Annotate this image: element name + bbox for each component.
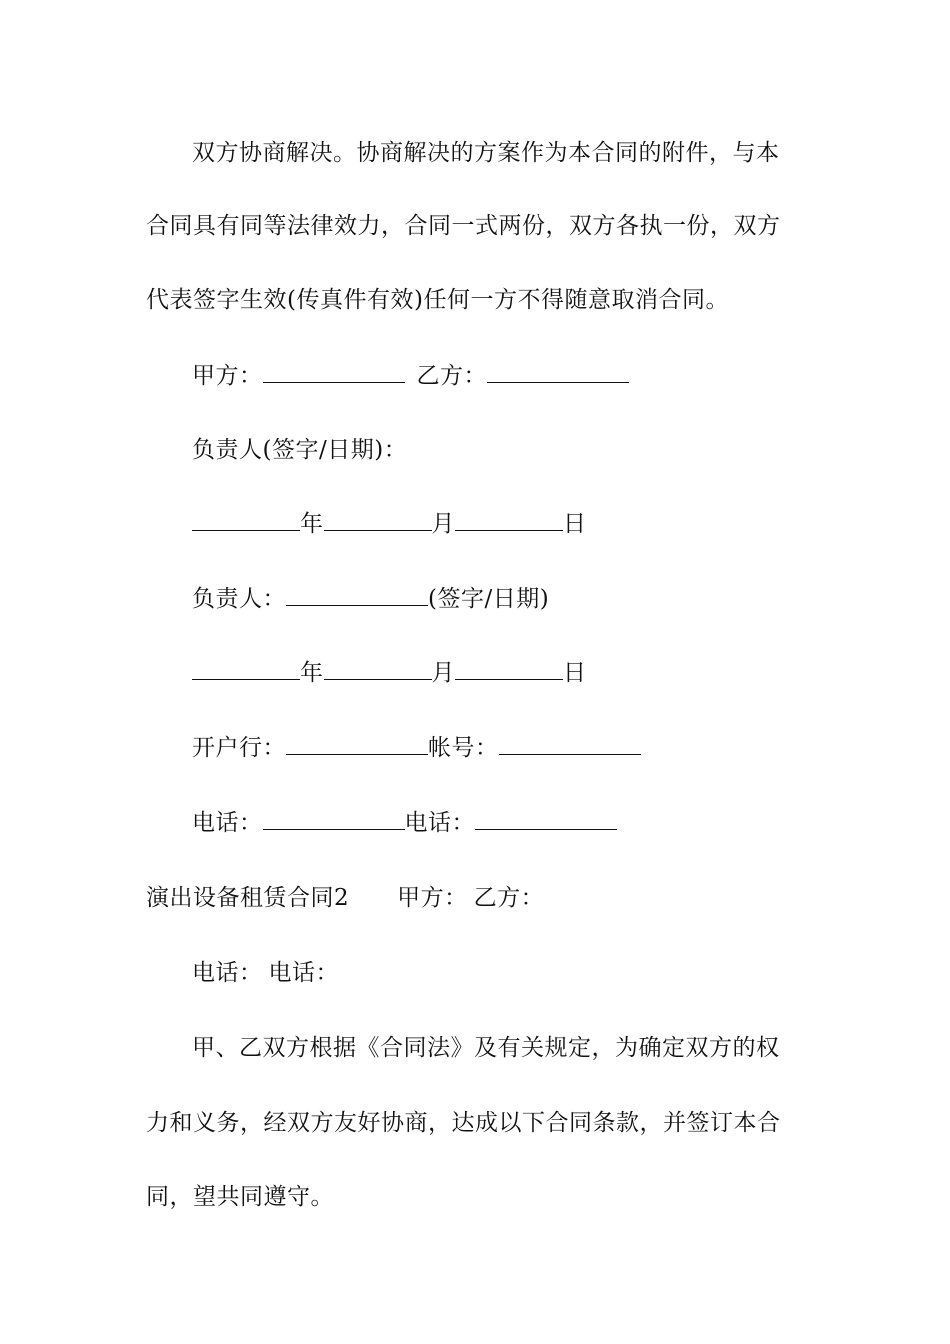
bank-label: 开户行： [192, 735, 286, 761]
bank-line [192, 733, 641, 763]
parties-line [192, 361, 629, 391]
signer-blank [286, 585, 428, 606]
date-line [192, 509, 587, 539]
day-label: 日 [563, 660, 587, 686]
account-blank [499, 734, 641, 755]
party-a-label: 甲方： [397, 885, 468, 911]
contract-title: 演出设备租赁合同2 [146, 885, 350, 911]
year-label: 年 [300, 660, 324, 686]
phone-line [192, 808, 617, 838]
month-blank [324, 510, 432, 531]
party-b-label: 乙方： [416, 363, 487, 389]
party-a-label: 甲方： [192, 363, 263, 389]
phone-b-label: 电话： [268, 960, 339, 986]
year-blank [192, 659, 300, 680]
party-b-label: 乙方： [473, 885, 545, 911]
day-blank [455, 659, 563, 680]
paragraph-line: 同，望共同遵守。 [146, 1184, 334, 1210]
signer-label: 负责人(签字/日期)： [192, 437, 408, 463]
paragraph-line: 双方协商解决。协商解决的方案作为本合同的附件，与本 [192, 140, 780, 166]
phone-b-blank [475, 809, 617, 830]
phone-b-label: 电话： [404, 810, 475, 836]
date-line [192, 658, 587, 688]
phone-a-blank [263, 809, 405, 830]
signer-line [192, 584, 549, 614]
year-blank [192, 510, 300, 531]
day-blank [455, 510, 563, 531]
account-label: 帐号： [428, 735, 499, 761]
paragraph-line: 代表签字生效(传真件有效)任何一方不得随意取消合同。 [146, 287, 729, 313]
party-a-blank [263, 362, 405, 383]
party-b-blank [487, 362, 629, 383]
bank-blank [286, 734, 428, 755]
contract-title-line [146, 883, 544, 913]
signer-suffix: (签字/日期) [428, 586, 550, 612]
phone-a-label: 电话： [192, 810, 263, 836]
month-label: 月 [431, 511, 455, 537]
year-label: 年 [300, 511, 324, 537]
paragraph-line: 甲、乙双方根据《合同法》及有关规定，为确定双方的权 [192, 1035, 780, 1061]
day-label: 日 [563, 511, 587, 537]
phone-a-label: 电话： [192, 960, 263, 986]
paragraph-line: 合同具有同等法律效力，合同一式两份，双方各执一份，双方 [146, 213, 781, 239]
month-label: 月 [431, 660, 455, 686]
month-blank [324, 659, 432, 680]
paragraph-line: 力和义务，经双方友好协商，达成以下合同条款，并签订本合 [146, 1110, 781, 1136]
phone-line [192, 958, 339, 988]
signer-label: 负责人： [192, 586, 286, 612]
